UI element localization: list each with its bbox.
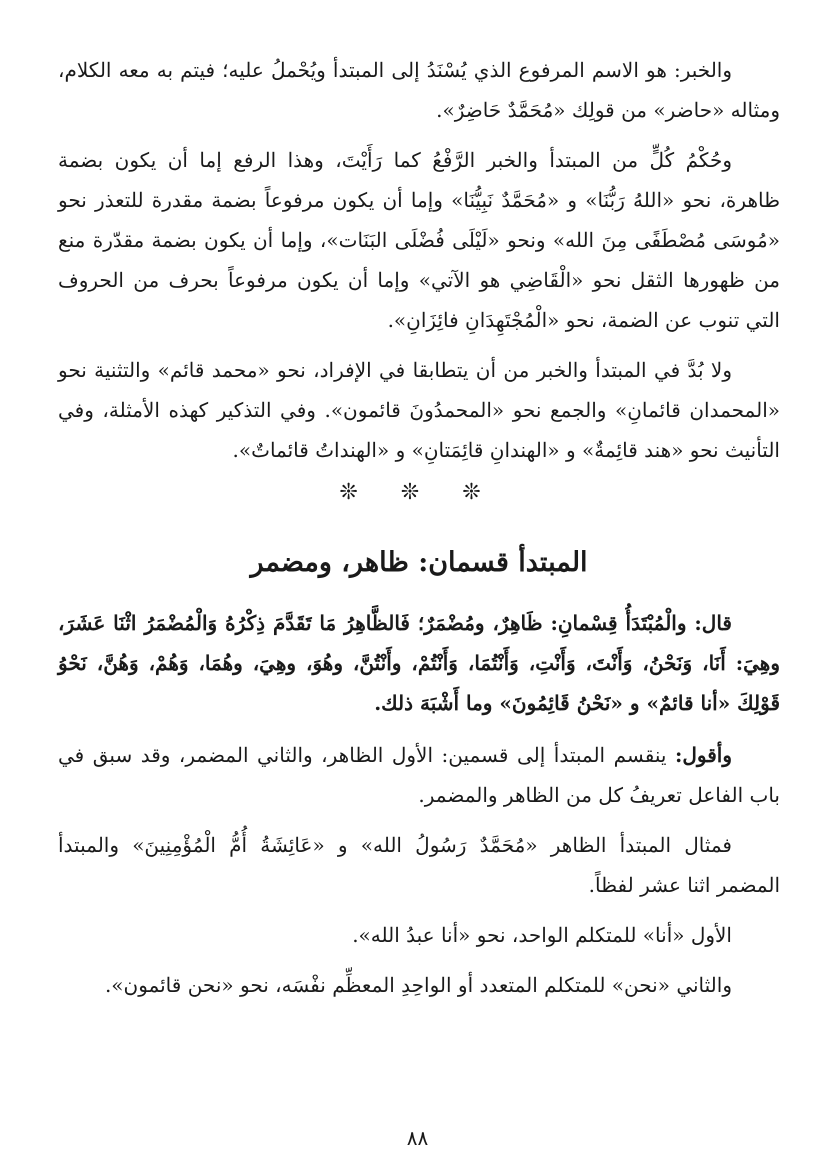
section-heading: المبتدأ قسمان: ظاهر، ومضمر — [250, 547, 588, 578]
page-body — [58, 50, 780, 1015]
paragraph-agreement: ولا بُدَّ في المبتدأ والخبر من أن يتطابقا في الإفراد، نحو «محمد قائم» والتثنية نحو «المحمدان قائمانِ» والجمع نحو «المحمدُونَ قائمون». وفي التذكير كهذه الأمثلة، وفي التأنيث نحو «هند قائِمةٌ» و «الهندانِ قائِمَتانِ» و «الهنداتُ قائماتٌ». — [58, 358, 780, 462]
paragraph-examples: فمثال المبتدأ الظاهر «مُحَمَّدٌ رَسُولُ الله» و «عَائِشَةُ أُمُّ الْمُؤْمِنِينَ» والمبتدأ المضمر اثنا عشر لفظاً. — [58, 833, 780, 897]
paragraph-commentary — [58, 735, 780, 815]
paragraph-first-pronoun: الأول «أنا» للمتكلم الواحد، نحو «أنا عبدُ الله». — [352, 923, 732, 947]
paragraph-second-pronoun: والثاني «نحن» للمتكلم المتعدد أو الواحِدِ المعظِّم نفْسَه، نحو «نحن قائمون». — [104, 973, 732, 997]
paragraph-matn: قال: والْمُبْتَدَأُ قِسْمانِ: ظَاهِرٌ، ومُضْمَرٌ؛ فَالظَّاهِرُ مَا تَقَدَّمَ ذِكْرُهُ وَالْمُضْمَرُ اثْنَا عَشَرَ، وهِيَ: أَنَا، وَنَحْنُ، وَأَنْتَ، وَأَنْتِ، وَأَنْتُمَا، وَأَنْتُمْ، وأَنْتُنَّ، وهُوَ، وهِيَ، وهُمَا، وَهُمْ، وَهُنَّ، نَحْوُ قَوْلِكَ «أنا قائمٌ» و «نَحْنُ قَائِمُونَ» وما أَشْبَهَ ذلك. — [58, 611, 780, 715]
commentary-text: ينقسم المبتدأ إلى قسمين: الأول الظاهر، والثاني المضمر، وقد سبق في باب الفاعل تعريفُ كل من الظاهر والمضمر. — [58, 743, 780, 807]
paragraph-khabar-definition: والخبر: هو الاسم المرفوع الذي يُسْنَدُ إلى المبتدأ ويُحْملُ عليه؛ فيتم به معه الكلام، ومثاله «حاضر» من قولِك «مُحَمَّدٌ حَاضِرٌ». — [58, 58, 780, 122]
page-number: ٨٨ — [406, 1126, 429, 1150]
section-separator: ❊ ❊ ❊ — [339, 480, 499, 505]
commentary-lead: وأقول: — [674, 743, 732, 767]
paragraph-raf-ruling: وحُكْمُ كُلٍّ من المبتدأ والخبر الرَّفْعُ كما رَأَيْتَ، وهذا الرفع إما أن يكون بضمة ظاهرة، نحو «اللهُ رَبُّنَا» و «مُحَمَّدٌ نَبِيُّنَا» وإما أن يكون مرفوعاً بضمة مقدرة للتعذر نحو «مُوسَى مُصْطَفًى مِنَ الله» ونحو «لَيْلَى فُضْلَى البَنَات»، وإما أن يكون بضمة مقدّرة منع من ظهورها الثقل نحو «الْقَاضِي هو الآتي» وإما أن يكون مرفوعاً بحرف من الحروف التي تنوب عن الضمة، نحو «الْمُجْتَهِدَانِ فائِزَانِ». — [58, 148, 781, 332]
